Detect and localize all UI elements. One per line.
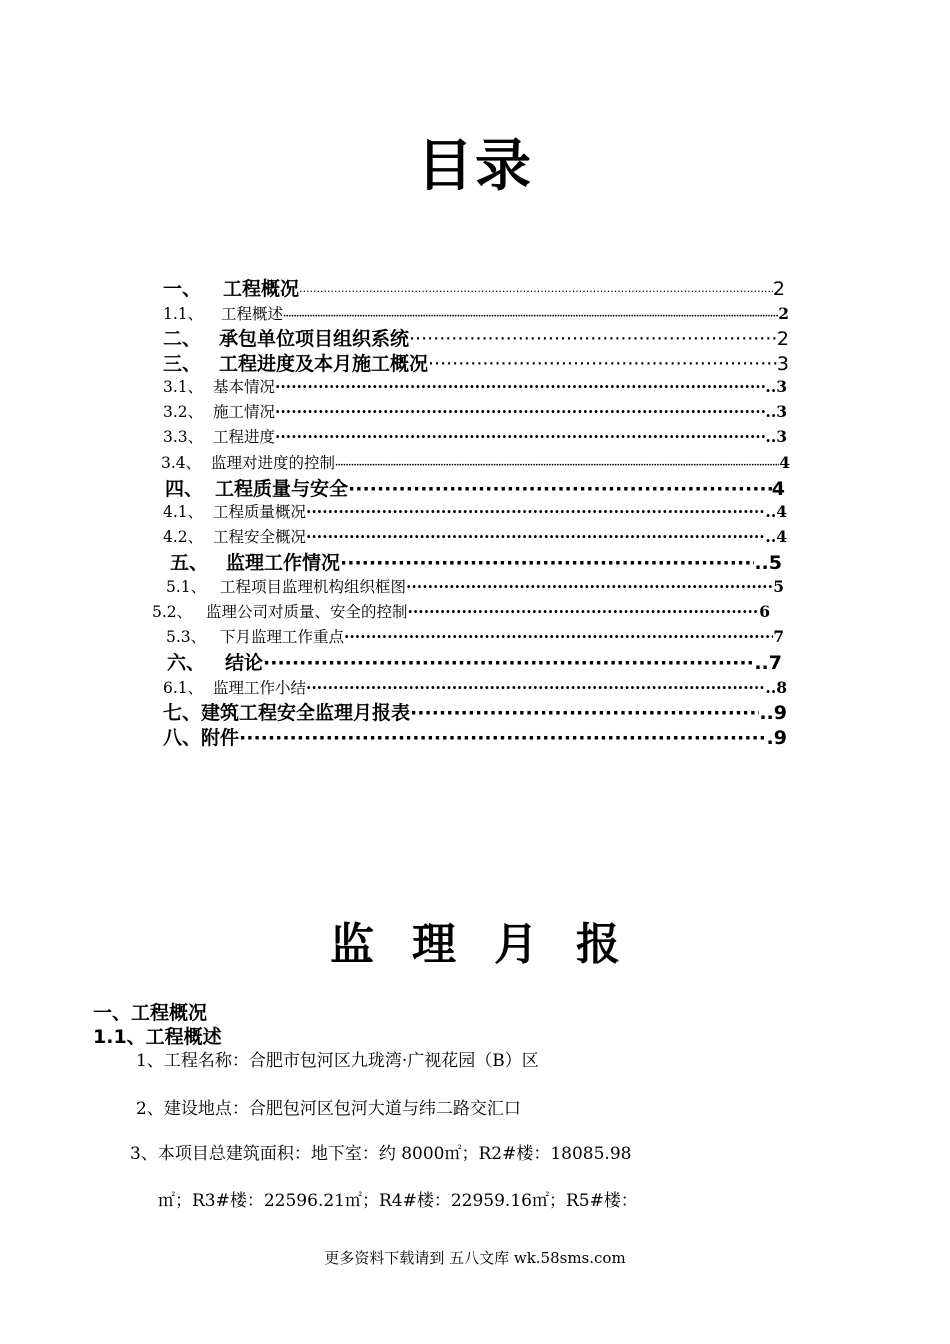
toc-entry-number: 3.1、 [163,378,204,396]
toc-entry-number: 四、 [165,478,204,500]
toc-leader-dots [283,312,778,322]
toc-entry-label: 基本情况 [213,378,276,396]
building-area-continuation: ㎡；R3#楼：22596.21㎡；R4#楼：22959.16㎡；R5#楼： [158,1191,638,1211]
toc-entry-page: 3 [776,353,789,375]
toc-entry-page: ..3 [765,402,787,421]
toc-entry-page: ..4 [765,502,787,521]
footer-download-note: 更多资料下载请到 五八文库 wk.58sms.com [324,1249,626,1267]
toc-entry[interactable] [165,474,785,501]
toc-entry-number: 4.1、 [163,503,204,521]
toc-entry-page: 2 [772,278,785,300]
toc-entry-label: 承包单位项目组织系统 [219,328,410,350]
toc-entry-page: 5 [773,577,784,596]
toc-entry[interactable] [163,425,787,447]
project-location-paragraph: 2、建设地点：合肥包河区包河大道与纬二路交汇口 [136,1099,521,1119]
toc-entry-page: .9 [766,727,787,749]
toc-entry-label: 监理工作情况 [226,552,341,574]
subsection-heading: 1.1、工程概述 [93,1026,222,1048]
toc-entry-number: 六、 [167,652,206,674]
toc-entry-label: 建筑工程安全监理月报表 [201,702,411,724]
toc-entry[interactable] [166,575,784,597]
toc-leader-dots [263,652,754,674]
toc-entry-number: 5.2、 [152,603,193,621]
toc-entry-label: 工程进度及本月施工概况 [219,353,429,375]
toc-entry[interactable] [166,625,784,647]
toc-leader-dots [335,461,779,471]
toc-entry[interactable] [163,274,785,301]
toc-leader-dots [306,678,765,697]
toc-entry-page: 4 [771,478,785,500]
toc-leader-dots [408,602,760,621]
toc-entry-label: 监理工作小结 [213,679,307,697]
toc-entry[interactable] [152,600,770,622]
toc-entry-label: 结论 [225,652,264,674]
toc-entry[interactable] [163,400,787,422]
building-area-paragraph: 3、本项目总建筑面积：地下室：约 8000㎡；R2#楼：18085.98 [130,1144,632,1164]
toc-entry-label: 工程概述 [221,305,284,323]
toc-entry-number: 三、 [163,353,202,375]
toc-entry[interactable] [161,451,790,473]
report-title: 监理月报 [330,919,658,970]
toc-entry-page: ..3 [765,427,787,446]
toc-entry-label: 施工情况 [213,403,276,421]
toc-entry[interactable] [163,698,787,725]
toc-entry-page: 6 [759,602,770,621]
toc-entry[interactable] [163,375,787,397]
toc-entry-number: 1.1、 [163,305,204,323]
toc-entry[interactable] [163,676,787,698]
toc-leader-dots [306,502,765,521]
toc-entry-number: 4.2、 [163,528,204,546]
toc-entry-number: 一、 [163,278,202,300]
toc-leader-dots [406,577,773,596]
toc-entry-page: 2 [778,304,789,323]
toc-entry-label: 工程质量概况 [213,503,307,521]
section-heading: 一、工程概况 [93,1002,208,1024]
toc-entry-page: ..4 [765,527,787,546]
toc-entry-label: 监理公司对质量、安全的控制 [206,603,408,621]
toc-entry[interactable] [163,500,787,522]
toc-entry-number: 八、 [163,727,202,749]
toc-leader-dots [428,353,777,375]
toc-entry-page: 4 [779,453,790,472]
toc-entry-number: 二、 [163,328,202,350]
toc-entry-number: 七、 [163,702,202,724]
toc-entry-label: 工程质量与安全 [215,478,349,500]
toc-entry-number: 五、 [170,552,209,574]
toc-entry-page: ..3 [765,377,787,396]
toc-entry-page: ..9 [759,702,787,724]
toc-entry-label: 监理对进度的控制 [211,454,336,472]
toc-entry-label: 工程项目监理机构组织框图 [220,578,407,596]
toc-leader-dots [344,627,773,646]
toc-entry[interactable] [163,302,789,324]
toc-entry-label: 下月监理工作重点 [220,628,345,646]
toc-entry[interactable] [163,525,787,547]
toc-entry-number: 3.4、 [161,454,202,472]
toc-leader-dots [299,285,773,298]
toc-entry[interactable] [170,548,782,575]
toc-entry-page: 2 [776,328,789,350]
toc-leader-dots [275,402,765,421]
toc-entry[interactable] [167,648,782,675]
project-name-paragraph: 1、工程名称：合肥市包河区九珑湾·广视花园（B）区 [136,1051,539,1071]
toc-entry-number: 6.1、 [163,679,204,697]
toc-entry-number: 5.1、 [166,578,207,596]
toc-title: 目录 [417,134,533,199]
toc-leader-dots [409,328,777,350]
toc-leader-dots [348,478,772,500]
toc-entry-page: ..7 [754,652,782,674]
toc-entry-label: 附件 [201,727,240,749]
toc-leader-dots [275,377,765,396]
toc-entry-page: ..8 [765,678,787,697]
toc-entry-label: 工程概况 [223,278,300,300]
toc-entry-page: 7 [773,627,784,646]
toc-leader-dots [340,552,754,574]
toc-entry-page: ..5 [754,552,782,574]
toc-leader-dots [239,727,767,749]
toc-entry[interactable] [163,324,789,351]
toc-leader-dots [275,427,765,446]
toc-leader-dots [306,527,765,546]
toc-entry-number: 3.3、 [163,428,204,446]
toc-entry-number: 5.3、 [166,628,207,646]
toc-entry-number: 3.2、 [163,403,204,421]
toc-leader-dots [410,702,759,724]
toc-entry-label: 工程安全概况 [213,528,307,546]
toc-entry[interactable] [163,349,789,376]
toc-entry[interactable] [163,723,787,750]
toc-entry-label: 工程进度 [213,428,276,446]
